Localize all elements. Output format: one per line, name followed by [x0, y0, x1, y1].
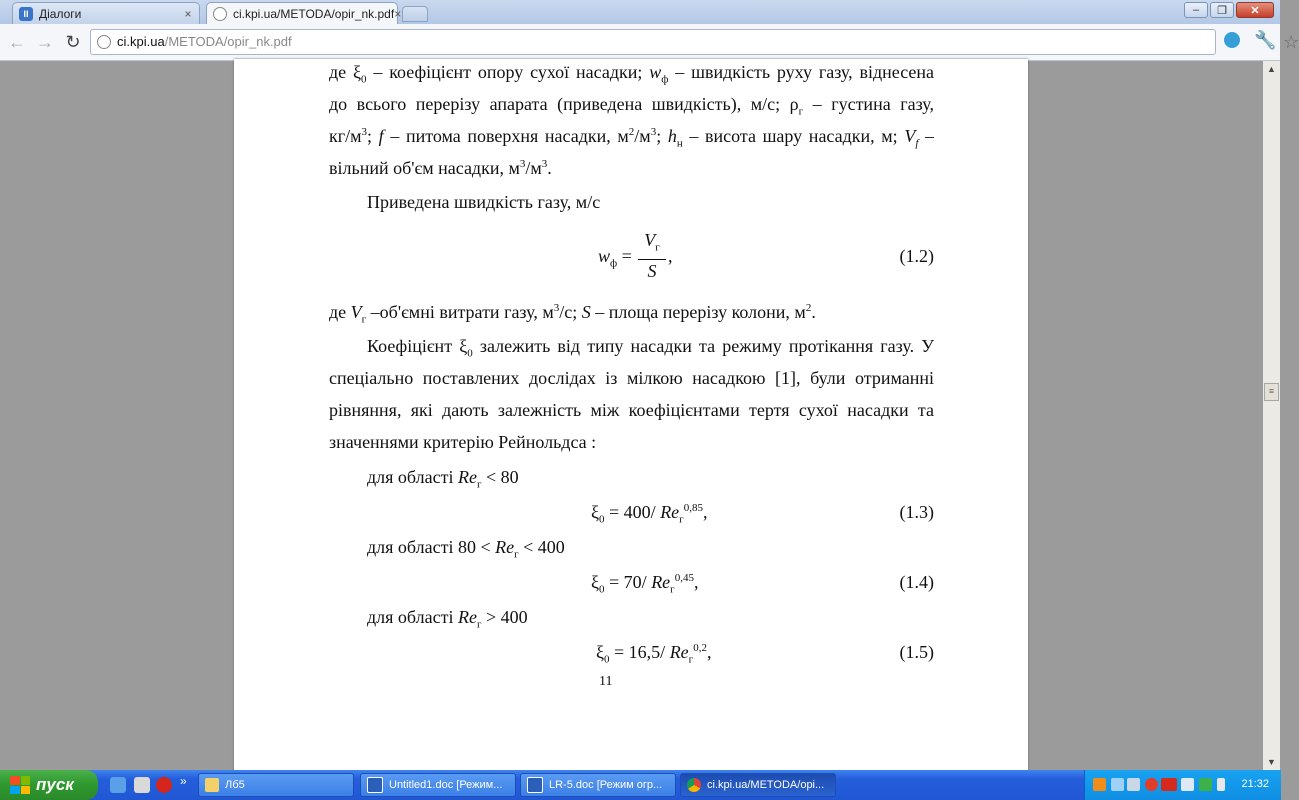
new-tab-button[interactable] — [402, 6, 428, 22]
start-button[interactable] — [0, 770, 98, 800]
fraction-bar — [638, 259, 666, 260]
taskbar-button-folder[interactable]: Лб5 — [198, 773, 354, 797]
text-line: для області $80 < Re_г < 400$ — [367, 537, 565, 561]
text-line: спеціально поставлених дослідах із мілкою насадкою [1], були отриманні — [329, 368, 934, 388]
page-number: 11 — [599, 674, 613, 689]
page-icon — [97, 35, 111, 49]
word-doc-icon — [367, 777, 383, 793]
start-label: пуск — [36, 775, 74, 794]
close-icon[interactable]: × — [394, 6, 402, 21]
scroll-thumb[interactable]: ≡ — [1264, 383, 1279, 401]
url-text[interactable] — [117, 34, 292, 49]
close-window-button[interactable]: ✕ — [1236, 2, 1274, 18]
windows-logo-icon — [10, 776, 30, 794]
skype-extension-icon[interactable] — [1224, 32, 1240, 48]
quicklaunch-more-icon[interactable]: » — [180, 774, 187, 788]
tab-title: ci.kpi.ua/METODA/opir_nk.pdf — [233, 6, 395, 21]
wrench-menu-icon[interactable]: 🔧 — [1254, 30, 1277, 50]
minimize-button[interactable]: – — [1184, 2, 1208, 18]
text-line: $кг/м^3$; f – питома поверхня насадки, $м^2/м^3$; $h_н$ – висота шару насадки, м; $V_f$ – — [329, 126, 934, 150]
text-line: де $V_г$ –об'ємні витрати газу, $м^3/с$; S – площа перерізу колони, $м^2$. — [329, 302, 816, 326]
pause-icon: II — [19, 7, 33, 21]
opera-quicklaunch-icon[interactable] — [156, 777, 172, 793]
tab-pdf[interactable] — [206, 2, 402, 24]
scroll-up-arrow-icon[interactable]: ▲ — [1267, 64, 1276, 74]
text-line: для області $Re_г > 400$ — [367, 607, 528, 631]
address-bar[interactable] — [90, 29, 1299, 55]
text-line: до всього перерізу апарата (приведена швидкість), м/с; $\rho_г$ – густина газу, — [329, 94, 935, 118]
equation-number: (1.4) — [899, 572, 934, 592]
signal-icon[interactable] — [1111, 778, 1124, 791]
equation-number: (1.5) — [899, 642, 934, 662]
text-line: Приведена швидкість газу, м/с — [367, 192, 601, 212]
globe-icon — [213, 7, 227, 21]
pdf-viewer — [0, 61, 1263, 770]
equation-comma: , — [668, 246, 673, 266]
fraction — [638, 231, 666, 280]
fraction-denominator: S — [647, 260, 657, 281]
speaker-icon[interactable] — [1181, 778, 1194, 791]
equation-number: (1.3) — [899, 502, 934, 522]
power-icon[interactable] — [1217, 778, 1225, 791]
ati-icon[interactable] — [1161, 778, 1177, 791]
taskbar-button-chrome[interactable]: ci.kpi.ua/METODA/opi... — [680, 773, 836, 797]
chrome-icon — [687, 778, 701, 792]
text-line: де $\xi_0$ – коефіцієнт опору сухої насадки; $w_ф$ – швидкість руху газу, віднесена — [329, 62, 935, 86]
text-line: вільний об'єм насадки, $м^3/м^3$. — [329, 158, 552, 178]
desktop-quicklaunch-icon[interactable] — [134, 777, 150, 793]
reload-button[interactable]: ↻ — [65, 32, 81, 52]
title-bar — [0, 0, 1280, 24]
maximize-button[interactable]: ❐ — [1210, 2, 1234, 18]
text-line: значеннями критерію Рейнольдса : — [329, 432, 597, 452]
bookmark-star-icon[interactable]: ☆ — [1283, 32, 1299, 52]
taskbar — [0, 770, 1280, 800]
toolbar — [0, 24, 1299, 61]
ie-quicklaunch-icon[interactable] — [110, 777, 126, 793]
vertical-scrollbar[interactable] — [1263, 61, 1280, 770]
security-icon[interactable] — [1199, 778, 1212, 791]
word-doc-icon — [527, 777, 543, 793]
forward-button[interactable]: → — [36, 32, 54, 52]
text-line: Коефіцієнт $\xi_0$ залежить від типу насадки та режиму протікання газу. У — [367, 336, 934, 360]
pause-tray-icon[interactable] — [1093, 778, 1106, 791]
taskbar-button-word-2[interactable]: LR-5.doc [Режим огр... — [520, 773, 676, 797]
network-icon[interactable] — [1127, 778, 1140, 791]
equation-lhs: $w_ф$ = — [598, 246, 632, 270]
close-icon[interactable]: × — [184, 6, 192, 21]
url-path: /METODA/opir_nk.pdf — [164, 34, 292, 49]
folder-icon — [205, 778, 219, 792]
system-tray — [1084, 770, 1281, 800]
text-line: рівняння, які дають залежність між коефіцієнтами тертя сухої насадки та — [329, 400, 934, 420]
scroll-down-arrow-icon[interactable]: ▼ — [1267, 757, 1276, 767]
equation-number: (1.2) — [899, 246, 934, 266]
text-line: для області $Re_г < 80$ — [367, 467, 519, 491]
tab-dialogs[interactable] — [12, 2, 200, 24]
back-button[interactable]: ← — [8, 32, 26, 52]
tab-title: Діалоги — [39, 6, 82, 21]
pdf-page: де $\xi_0$ – коефіцієнт опору сухої насадки; $w_ф$ – швидкість руху газу, віднесена до всього перерізу апарата (приведена швидкість), м/с; $\rho_г$ – густина газу, $кг/м^3$; f – питома поверхня насадки, $м^2/м^3$; $h_н$ – висота шару насадки, м; $V_f$ – вільний об'єм насадки, $м^3/м^3$. Приведена швидкість газу, м/с $w_ф$ = , (1.2) $V_г$ S де $V_г$ –об'ємні витрати газу, $м^3/с$; S – площа перерізу колони, $м^2$. Коефіцієнт $\xi_0$ залежить від типу насадки та режиму протікання газу. У спеціально поставлених дослідах із мілкою насадкою [1], були отриманні рівняння, які дають залежність між коефіцієнтами тертя сухої насадки та значеннями критерію Рейнольдса : для області $Re_г < 80$ $\xi_0 = 400/$ $Re_г^{0,85}$, (1.3) для області $80 < Re_г < 400$ $\xi_0 = 70/$ $Re_г^{0,45}$, (1.4) для області $Re_г > 400$ $\xi_0 = 16,5/$ $Re_г^{0,2}$, (1.5) 11 — [234, 59, 1028, 779]
fraction-numerator: $V_г$ — [644, 230, 660, 254]
clock: 21:32 — [1241, 778, 1269, 790]
opera-tray-icon[interactable] — [1145, 778, 1158, 791]
url-host: ci.kpi.ua — [117, 34, 165, 49]
taskbar-button-word-1[interactable]: Untitled1.doc [Режим... — [360, 773, 516, 797]
